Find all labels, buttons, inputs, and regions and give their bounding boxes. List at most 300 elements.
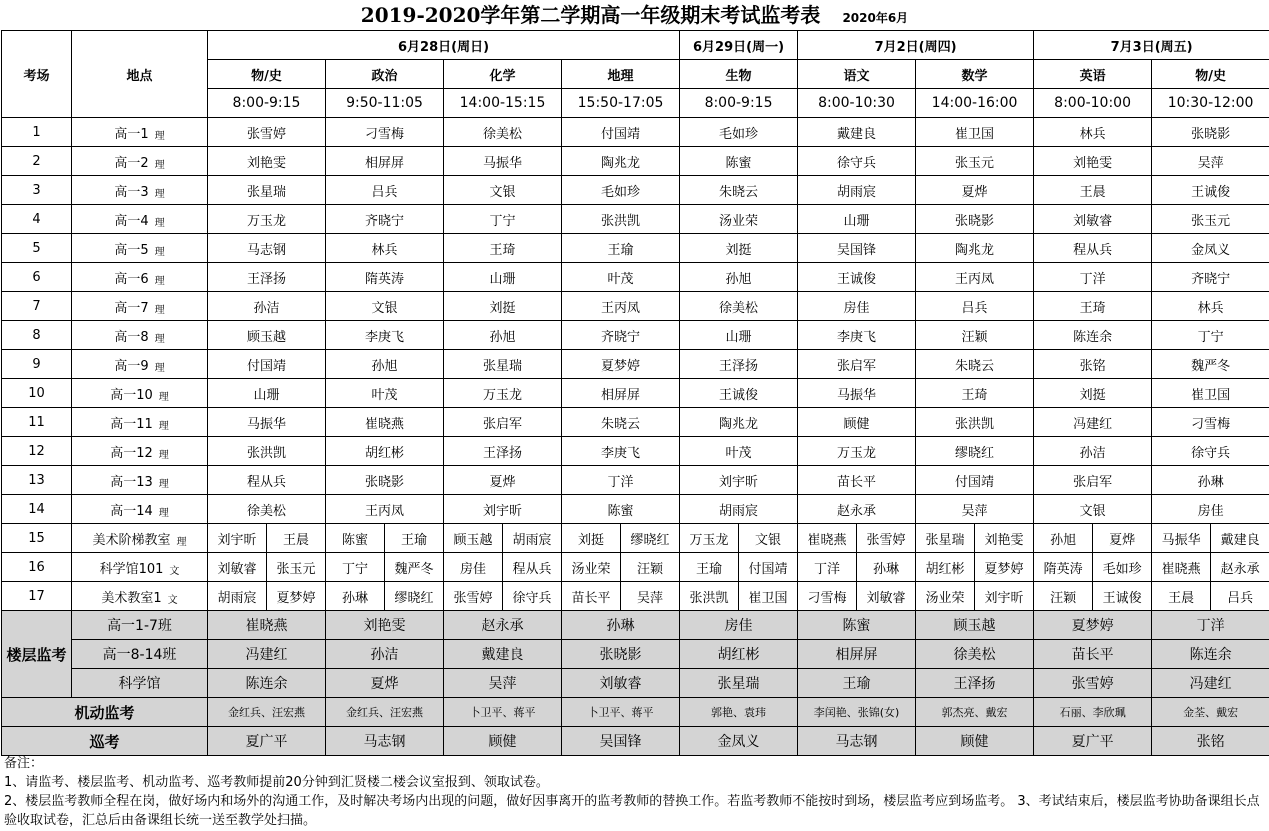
table-row [2, 321, 1269, 350]
table-row [2, 553, 1269, 582]
room-name: 高一12 [110, 445, 153, 461]
proctor-cell: 张雪婷 [857, 524, 916, 553]
proctor-cell: 张晓影 [326, 466, 444, 495]
proctor-cell: 山珊 [208, 379, 326, 408]
header-subject: 政治 [326, 60, 444, 89]
proctor-cell: 魏严冬 [385, 553, 444, 582]
proctor-cell: 崔晓燕 [326, 408, 444, 437]
proctor-cell: 房佳 [1152, 495, 1269, 524]
room-location [72, 292, 208, 321]
proctor-cell: 张启军 [798, 350, 916, 379]
room-number: 5 [2, 234, 72, 263]
table-row [2, 205, 1269, 234]
proctor-cell: 刘艳雯 [1034, 147, 1152, 176]
proctor-cell: 陶兆龙 [916, 234, 1034, 263]
proctor-cell: 胡红彬 [916, 553, 975, 582]
floor-proctor-cell: 冯建红 [208, 640, 326, 669]
room-number: 8 [2, 321, 72, 350]
header-time: 8:00-9:15 [680, 89, 798, 118]
proctor-cell: 李庚飞 [562, 437, 680, 466]
proctor-cell: 孙洁 [1034, 437, 1152, 466]
room-number: 11 [2, 408, 72, 437]
proctor-cell: 吕兵 [326, 176, 444, 205]
floor-proctor-cell: 苗长平 [1034, 640, 1152, 669]
proctor-cell: 相屏屏 [562, 379, 680, 408]
header-subject: 英语 [1034, 60, 1152, 89]
room-number: 4 [2, 205, 72, 234]
proctor-cell: 万玉龙 [680, 524, 739, 553]
proctor-cell: 朱晓云 [680, 176, 798, 205]
room-track: 理 [154, 333, 165, 345]
proctor-cell: 刘宇昕 [975, 582, 1034, 611]
proctor-cell: 吴国锋 [798, 234, 916, 263]
table-row [2, 582, 1269, 611]
room-number: 3 [2, 176, 72, 205]
proctor-cell: 赵永承 [1211, 553, 1269, 582]
proctor-cell: 顾健 [798, 408, 916, 437]
proctor-cell: 王瑜 [385, 524, 444, 553]
proctor-cell: 王泽扬 [444, 437, 562, 466]
room-number: 14 [2, 495, 72, 524]
mobile-proctor-cell: 李闰艳、张锦(女) [798, 698, 916, 727]
proctor-cell: 汪颖 [621, 553, 680, 582]
proctor-cell: 山珊 [444, 263, 562, 292]
table-row [2, 292, 1269, 321]
room-number: 2 [2, 147, 72, 176]
proctor-cell: 夏烨 [916, 176, 1034, 205]
proctor-cell: 万玉龙 [208, 205, 326, 234]
room-location [72, 321, 208, 350]
proctor-cell: 叶茂 [680, 437, 798, 466]
header-subject: 地理 [562, 60, 680, 89]
proctor-cell: 马振华 [444, 147, 562, 176]
proctor-cell: 王丙凤 [562, 292, 680, 321]
proctor-cell: 王诚俊 [1152, 176, 1269, 205]
proctor-cell: 汪颖 [916, 321, 1034, 350]
notes-heading: 备注： [4, 756, 44, 771]
mobile-proctor-cell: 金红兵、汪宏燕 [326, 698, 444, 727]
floor-proctor-cell: 刘敏睿 [562, 669, 680, 698]
floor-proctor-cell: 徐美松 [916, 640, 1034, 669]
proctor-cell: 毛如珍 [562, 176, 680, 205]
room-track: 理 [158, 478, 169, 490]
proctor-cell: 孙洁 [208, 292, 326, 321]
proctor-cell: 刘艳雯 [208, 147, 326, 176]
patrol-cell: 夏广平 [1034, 727, 1152, 756]
title-main: 2019-2020学年第二学期高一年级期末考试监考表 [360, 3, 821, 27]
room-name: 高一6 [114, 271, 149, 287]
proctor-cell: 张洪凯 [208, 437, 326, 466]
floor-proctor-cell: 陈蜜 [798, 611, 916, 640]
proctor-cell: 王琦 [916, 379, 1034, 408]
room-name: 高一7 [114, 300, 149, 316]
proctor-cell: 缪晓红 [621, 524, 680, 553]
room-track: 理 [176, 536, 187, 548]
room-location [72, 437, 208, 466]
proctor-cell: 房佳 [444, 553, 503, 582]
proctor-cell: 刘宇昕 [444, 495, 562, 524]
room-track: 理 [158, 420, 169, 432]
proctor-cell: 胡雨宸 [208, 582, 267, 611]
proctor-cell: 隋英涛 [1034, 553, 1093, 582]
room-number: 6 [2, 263, 72, 292]
header-room: 考场 [2, 31, 72, 118]
table-row [2, 379, 1269, 408]
proctor-cell: 张晓影 [916, 205, 1034, 234]
proctor-cell: 刁雪梅 [1152, 408, 1269, 437]
proctor-cell: 崔卫国 [1152, 379, 1269, 408]
proctor-cell: 苗长平 [562, 582, 621, 611]
patrol-cell: 顾健 [444, 727, 562, 756]
table-row [2, 669, 1269, 698]
proctor-cell: 张铭 [1034, 350, 1152, 379]
notes-line-1: 1、请监考、楼层监考、机动监考、巡考教师提前20分钟到汇贤楼二楼会议室报到、领取试卷。 [4, 775, 549, 790]
proctor-cell: 叶茂 [326, 379, 444, 408]
table-row [2, 31, 1269, 60]
floor-area: 科学馆 [72, 669, 208, 698]
proctor-cell: 徐美松 [208, 495, 326, 524]
proctor-cell: 崔晓燕 [1152, 553, 1211, 582]
proctor-cell: 刘艳雯 [975, 524, 1034, 553]
proctor-cell: 陶兆龙 [680, 408, 798, 437]
proctor-cell: 王丙凤 [916, 263, 1034, 292]
proctor-cell: 王琦 [444, 234, 562, 263]
room-track: 文 [167, 594, 178, 606]
proctor-cell: 毛如珍 [1093, 553, 1152, 582]
proctor-cell: 文银 [326, 292, 444, 321]
proctor-cell: 吕兵 [1211, 582, 1269, 611]
header-time: 8:00-9:15 [208, 89, 326, 118]
floor-proctor-cell: 夏烨 [326, 669, 444, 698]
proctor-cell: 丁洋 [562, 466, 680, 495]
room-location [72, 466, 208, 495]
room-number: 9 [2, 350, 72, 379]
room-name: 高一8 [114, 329, 149, 345]
proctor-cell: 汤业荣 [916, 582, 975, 611]
floor-area: 高一8-14班 [72, 640, 208, 669]
proctor-cell: 山珊 [680, 321, 798, 350]
proctor-cell: 孙琳 [1152, 466, 1269, 495]
proctor-cell: 顾玉越 [208, 321, 326, 350]
patrol-cell: 马志钢 [798, 727, 916, 756]
room-location [72, 553, 208, 582]
proctor-cell: 陶兆龙 [562, 147, 680, 176]
header-time: 8:00-10:00 [1034, 89, 1152, 118]
title-date: 2020年6月 [842, 11, 909, 25]
floor-label: 楼层监考 [2, 611, 72, 698]
room-number: 7 [2, 292, 72, 321]
proctor-cell: 齐晓宁 [562, 321, 680, 350]
patrol-cell: 张铭 [1152, 727, 1269, 756]
proctor-cell: 赵永承 [798, 495, 916, 524]
proctor-cell: 汤业荣 [562, 553, 621, 582]
proctor-cell: 夏梦婷 [562, 350, 680, 379]
header-time: 15:50-17:05 [562, 89, 680, 118]
proctor-cell: 刁雪梅 [326, 118, 444, 147]
proctor-cell: 金凤义 [1152, 234, 1269, 263]
mobile-proctor-cell: 郭杰亮、戴宏 [916, 698, 1034, 727]
table-row [2, 437, 1269, 466]
proctor-cell: 孙琳 [857, 553, 916, 582]
patrol-cell: 金凤义 [680, 727, 798, 756]
proctor-cell: 付国靖 [208, 350, 326, 379]
page-title [0, 0, 1269, 30]
proctor-cell: 刘挺 [562, 524, 621, 553]
proctor-cell: 朱晓云 [562, 408, 680, 437]
room-location [72, 234, 208, 263]
room-location [72, 263, 208, 292]
room-name: 高一2 [114, 155, 149, 171]
room-name: 科学馆101 [99, 561, 164, 577]
room-location [72, 118, 208, 147]
proctor-cell: 吴萍 [621, 582, 680, 611]
room-location [72, 379, 208, 408]
proctor-cell: 王诚俊 [680, 379, 798, 408]
proctor-cell: 张启军 [1034, 466, 1152, 495]
floor-proctor-cell: 刘艳雯 [326, 611, 444, 640]
notes [4, 754, 1266, 830]
room-location [72, 176, 208, 205]
proctor-cell: 马志钢 [208, 234, 326, 263]
proctor-cell: 付国靖 [562, 118, 680, 147]
proctor-cell: 吴萍 [916, 495, 1034, 524]
room-name: 高一14 [110, 503, 153, 519]
proctor-cell: 王丙凤 [326, 495, 444, 524]
proctor-cell: 魏严冬 [1152, 350, 1269, 379]
room-name: 高一4 [114, 213, 149, 229]
proctor-cell: 刘挺 [680, 234, 798, 263]
room-location [72, 147, 208, 176]
proctor-cell: 叶茂 [562, 263, 680, 292]
proctor-cell: 冯建红 [1034, 408, 1152, 437]
proctor-cell: 孙旭 [326, 350, 444, 379]
table-row [2, 698, 1269, 727]
proctor-cell: 孙旭 [444, 321, 562, 350]
room-track: 理 [154, 275, 165, 287]
proctor-cell: 隋英涛 [326, 263, 444, 292]
patrol-label: 巡考 [2, 727, 208, 756]
proctor-cell: 程从兵 [208, 466, 326, 495]
room-location [72, 495, 208, 524]
table-row [2, 495, 1269, 524]
proctor-cell: 王诚俊 [1093, 582, 1152, 611]
floor-proctor-cell: 胡红彬 [680, 640, 798, 669]
table-row [2, 234, 1269, 263]
table-row [2, 640, 1269, 669]
floor-proctor-cell: 赵永承 [444, 611, 562, 640]
header-subject: 语文 [798, 60, 916, 89]
proctor-cell: 丁洋 [798, 553, 857, 582]
proctor-cell: 徐守兵 [798, 147, 916, 176]
proctor-cell: 徐守兵 [1152, 437, 1269, 466]
floor-proctor-cell: 丁洋 [1152, 611, 1269, 640]
table-row [2, 118, 1269, 147]
proctor-cell: 孙琳 [326, 582, 385, 611]
floor-proctor-cell: 张晓影 [562, 640, 680, 669]
proctor-cell: 王晨 [1152, 582, 1211, 611]
proctor-cell: 刘宇昕 [208, 524, 267, 553]
room-track: 理 [154, 246, 165, 258]
room-number: 15 [2, 524, 72, 553]
proctor-cell: 夏烨 [1093, 524, 1152, 553]
proctor-cell: 张玉元 [916, 147, 1034, 176]
room-location [72, 350, 208, 379]
proctor-cell: 张玉元 [1152, 205, 1269, 234]
room-name: 美术教室1 [101, 590, 162, 606]
room-location [72, 205, 208, 234]
table-row [2, 176, 1269, 205]
floor-proctor-cell: 陈连余 [1152, 640, 1269, 669]
proctor-cell: 夏烨 [444, 466, 562, 495]
proctor-cell: 丁宁 [444, 205, 562, 234]
proctor-cell: 汪颖 [1034, 582, 1093, 611]
proctor-cell: 缪晓红 [916, 437, 1034, 466]
proctor-cell: 林兵 [326, 234, 444, 263]
proctor-cell: 戴建良 [1211, 524, 1269, 553]
invigilation-table [1, 30, 1269, 756]
floor-proctor-cell: 孙洁 [326, 640, 444, 669]
room-number: 17 [2, 582, 72, 611]
proctor-cell: 汤业荣 [680, 205, 798, 234]
proctor-cell: 程从兵 [1034, 234, 1152, 263]
room-track: 理 [154, 362, 165, 374]
room-number: 12 [2, 437, 72, 466]
floor-proctor-cell: 王瑜 [798, 669, 916, 698]
floor-proctor-cell: 夏梦婷 [1034, 611, 1152, 640]
proctor-cell: 吴萍 [1152, 147, 1269, 176]
proctor-cell: 王瑜 [562, 234, 680, 263]
floor-proctor-cell: 崔晓燕 [208, 611, 326, 640]
room-track: 理 [154, 188, 165, 200]
floor-proctor-cell: 王泽扬 [916, 669, 1034, 698]
room-name: 高一9 [114, 358, 149, 374]
room-track: 理 [154, 217, 165, 229]
room-number: 10 [2, 379, 72, 408]
mobile-proctor-cell: 石丽、李欣珮 [1034, 698, 1152, 727]
room-number: 1 [2, 118, 72, 147]
header-date: 6月28日(周日) [208, 31, 680, 60]
header-subject: 物/史 [208, 60, 326, 89]
proctor-cell: 徐美松 [444, 118, 562, 147]
proctor-cell: 程从兵 [503, 553, 562, 582]
proctor-cell: 夏梦婷 [267, 582, 326, 611]
proctor-cell: 徐守兵 [503, 582, 562, 611]
proctor-cell: 刘敏睿 [208, 553, 267, 582]
proctor-cell: 齐晓宁 [1152, 263, 1269, 292]
floor-proctor-cell: 冯建红 [1152, 669, 1269, 698]
proctor-cell: 李庚飞 [798, 321, 916, 350]
room-name: 美术阶梯教室 [92, 532, 171, 548]
proctor-cell: 文银 [739, 524, 798, 553]
proctor-cell: 文银 [444, 176, 562, 205]
header-time: 14:00-15:15 [444, 89, 562, 118]
room-location [72, 408, 208, 437]
proctor-cell: 胡雨宸 [503, 524, 562, 553]
header-date: 7月3日(周五) [1034, 31, 1269, 60]
proctor-cell: 林兵 [1152, 292, 1269, 321]
room-name: 高一11 [110, 416, 153, 432]
header-date: 7月2日(周四) [798, 31, 1034, 60]
notes-line-2: 2、楼层监考教师全程在岗，做好场内和场外的沟通工作，及时解决考场内出现的问题，做好因事离开的监考教师的替换工作。若监考教师不能按时到场，楼层监考应到场监考。 3、考试结束后，楼层监考协助备课组长点验收取试卷，汇总后由备课组长统一送至教学处扫描。 [4, 794, 1260, 828]
header-subject: 数学 [916, 60, 1034, 89]
proctor-cell: 山珊 [798, 205, 916, 234]
room-number: 16 [2, 553, 72, 582]
proctor-cell: 胡雨宸 [680, 495, 798, 524]
proctor-cell: 毛如珍 [680, 118, 798, 147]
table-row [2, 147, 1269, 176]
room-location [72, 524, 208, 553]
patrol-cell: 夏广平 [208, 727, 326, 756]
table-row [2, 524, 1269, 553]
proctor-cell: 刘挺 [1034, 379, 1152, 408]
header-time: 14:00-16:00 [916, 89, 1034, 118]
table-row [2, 263, 1269, 292]
proctor-cell: 刘敏睿 [1034, 205, 1152, 234]
proctor-cell: 万玉龙 [798, 437, 916, 466]
proctor-cell: 马振华 [1152, 524, 1211, 553]
floor-proctor-cell: 相屏屏 [798, 640, 916, 669]
proctor-cell: 陈连余 [1034, 321, 1152, 350]
header-time: 8:00-10:30 [798, 89, 916, 118]
patrol-cell: 顾健 [916, 727, 1034, 756]
floor-proctor-cell: 房佳 [680, 611, 798, 640]
proctor-cell: 王泽扬 [208, 263, 326, 292]
proctor-cell: 胡雨宸 [798, 176, 916, 205]
proctor-cell: 戴建良 [798, 118, 916, 147]
header-time: 9:50-11:05 [326, 89, 444, 118]
proctor-cell: 丁宁 [326, 553, 385, 582]
header-time: 10:30-12:00 [1152, 89, 1269, 118]
mobile-proctor-cell: 郭艳、袁玮 [680, 698, 798, 727]
room-name: 高一5 [114, 242, 149, 258]
room-name: 高一10 [110, 387, 153, 403]
proctor-cell: 缪晓红 [385, 582, 444, 611]
room-track: 理 [158, 507, 169, 519]
proctor-cell: 付国靖 [739, 553, 798, 582]
proctor-cell: 王瑜 [680, 553, 739, 582]
header-subject: 物/史 [1152, 60, 1269, 89]
proctor-cell: 徐美松 [680, 292, 798, 321]
proctor-cell: 王诚俊 [798, 263, 916, 292]
room-track: 理 [158, 391, 169, 403]
floor-proctor-cell: 孙琳 [562, 611, 680, 640]
proctor-cell: 王泽扬 [680, 350, 798, 379]
proctor-cell: 张晓影 [1152, 118, 1269, 147]
proctor-cell: 张雪婷 [444, 582, 503, 611]
proctor-cell: 张洪凯 [916, 408, 1034, 437]
proctor-cell: 胡红彬 [326, 437, 444, 466]
mobile-label: 机动监考 [2, 698, 208, 727]
table-row [2, 466, 1269, 495]
proctor-cell: 陈蜜 [326, 524, 385, 553]
proctor-cell: 张玉元 [267, 553, 326, 582]
proctor-cell: 刘敏睿 [857, 582, 916, 611]
proctor-cell: 林兵 [1034, 118, 1152, 147]
proctor-cell: 张启军 [444, 408, 562, 437]
proctor-cell: 齐晓宁 [326, 205, 444, 234]
patrol-cell: 吴国锋 [562, 727, 680, 756]
proctor-cell: 孙旭 [1034, 524, 1093, 553]
header-subject: 化学 [444, 60, 562, 89]
floor-area: 高一1-7班 [72, 611, 208, 640]
proctor-cell: 房佳 [798, 292, 916, 321]
proctor-cell: 张洪凯 [562, 205, 680, 234]
proctor-cell: 付国靖 [916, 466, 1034, 495]
header-date: 6月29日(周一) [680, 31, 798, 60]
proctor-cell: 张洪凯 [680, 582, 739, 611]
room-track: 理 [154, 304, 165, 316]
proctor-cell: 李庚飞 [326, 321, 444, 350]
